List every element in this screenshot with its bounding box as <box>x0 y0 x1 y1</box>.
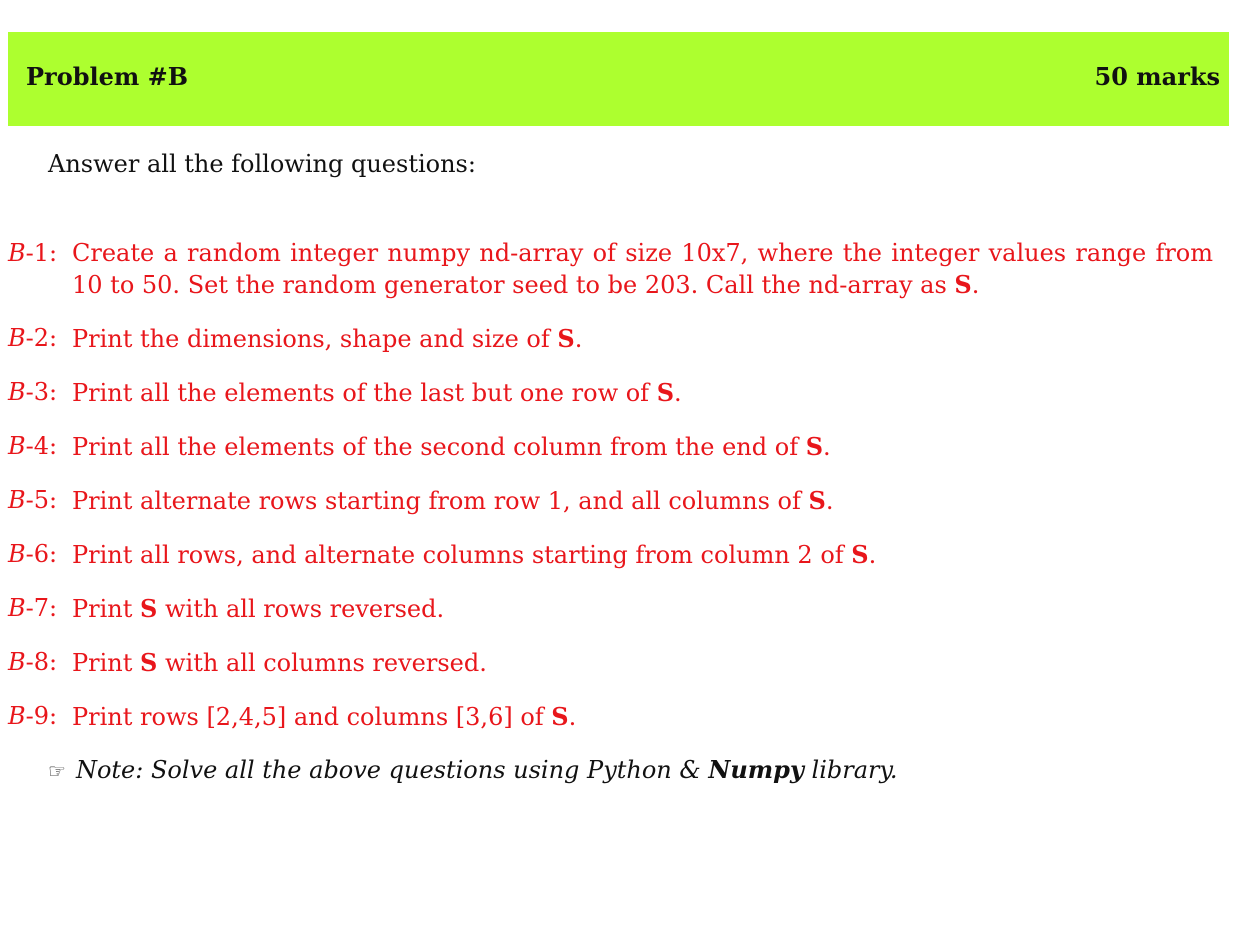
question-text: Print rows [2,4,5] and columns [3,6] of S. <box>72 702 577 731</box>
question-number: B-8: <box>8 648 58 676</box>
problem-title: Problem #B <box>26 62 189 91</box>
question-item <box>8 323 1213 355</box>
question-text: Create a random integer numpy nd-array of size 10x7, where the integer values range from 10 to 50. Set the random generator seed to be 203. Call the nd-array as S. <box>72 239 1213 299</box>
question-number: B-5: <box>8 486 58 514</box>
question-text: Print the dimensions, shape and size of S. <box>72 324 583 353</box>
marks-label: 50 marks <box>1094 62 1220 91</box>
question-text: Print alternate rows starting from row 1, and all columns of S. <box>72 486 834 515</box>
question-number: B-4: <box>8 432 58 460</box>
question-number: B-7: <box>8 594 58 622</box>
question-text: Print all the elements of the last but one row of S. <box>72 378 682 407</box>
question-text: Print all the elements of the second column from the end of S. <box>72 432 831 461</box>
question-item <box>8 539 1213 571</box>
question-text: Print S with all columns reversed. <box>72 648 487 677</box>
question-text: Print S with all rows reversed. <box>72 594 445 623</box>
note-bold-text: Numpy <box>708 755 804 784</box>
instructions-text: Answer all the following questions: <box>48 150 476 178</box>
question-number: B-3: <box>8 378 58 406</box>
question-number: B-2: <box>8 324 58 352</box>
question-number: B-6: <box>8 540 58 568</box>
note <box>48 755 898 784</box>
note-text-end: library. <box>803 756 898 784</box>
header-banner <box>8 32 1229 126</box>
question-item <box>8 593 1213 625</box>
question-item <box>8 377 1213 409</box>
question-list <box>8 238 1213 755</box>
question-item <box>8 431 1213 463</box>
note-text: Note: Solve all the above questions using Python & <box>75 756 709 784</box>
question-item <box>8 238 1213 301</box>
question-item <box>8 647 1213 679</box>
question-number: B-9: <box>8 702 58 730</box>
question-item <box>8 485 1213 517</box>
pointing-hand-icon: ☞ <box>48 759 66 783</box>
question-number: B-1: <box>8 239 58 267</box>
question-item <box>8 701 1213 733</box>
question-text: Print all rows, and alternate columns starting from column 2 of S. <box>72 540 877 569</box>
